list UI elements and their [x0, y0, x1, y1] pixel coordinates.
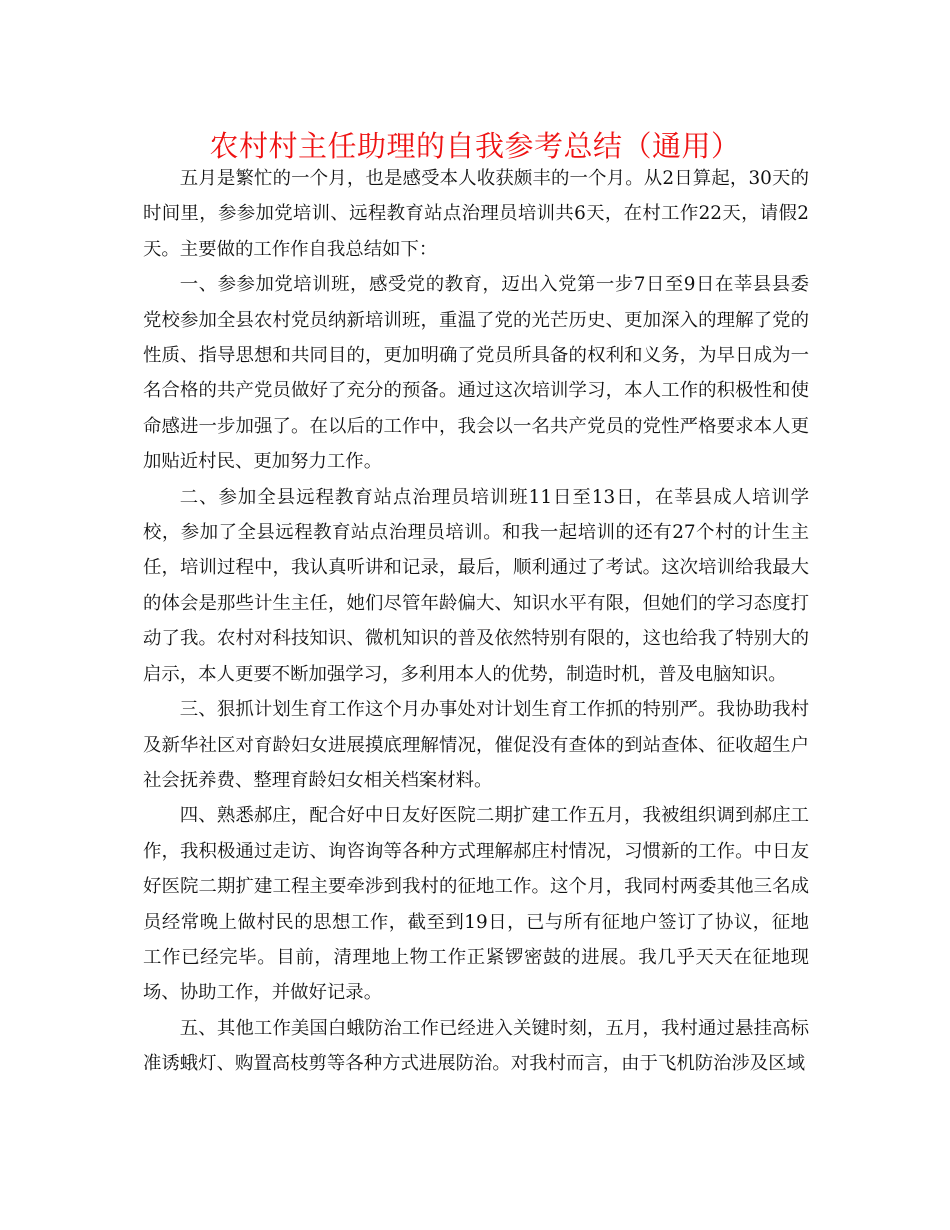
paragraph: 五、其他工作美国白蛾防治工作已经进入关键时刻，五月，我村通过悬挂高标准诱蛾灯、购置高枝剪等各种方式进展防治。对我村而言，由于飞机防治涉及区域	[143, 1017, 809, 1075]
document-body	[143, 161, 809, 1082]
document-title: 农村村主任助理的自我参考总结（通用）	[209, 129, 741, 163]
paragraph: 二、参加全县远程教育站点治理员培训班11日至13日，在莘县成人培训学校，参加了全县远程教育站点治理员培训。和我一起培训的还有27个村的计生主任，培训过程中，我认真听讲和记录，最后，顺利通过了考试。这次培训给我最大的体会是那些计生主任，她们尽管年龄偏大、知识水平有限，但她们的学习态度打动了我。农村对科技知识、微机知识的普及依然特别有限的，这也给我了特别大的启示，本人更要不断加强学习，多利用本人的优势，制造时机，普及电脑知识。	[143, 486, 809, 685]
paragraph: 一、参参加党培训班，感受党的教育，迈出入党第一步7日至9日在莘县县委党校参加全县农村党员纳新培训班，重温了党的光芒历史、更加深入的理解了党的性质、指导思想和共同目的，更加明确了党员所具备的权利和义务，为早日成为一名合格的共产党员做好了充分的预备。通过这次培训学习，本人工作的积极性和使命感进一步加强了。在以后的工作中，我会以一名共产党员的党性严格要求本人更加贴近村民、更加努力工作。	[143, 274, 809, 473]
paragraph: 四、熟悉郝庄，配合好中日友好医院二期扩建工作五月，我被组织调到郝庄工作，我积极通过走访、询咨询等各种方式理解郝庄村情况，习惯新的工作。中日友好医院二期扩建工程主要牵涉到我村的征地工作。这个月，我同村两委其他三名成员经常晚上做村民的思想工作，截至到19日，已与所有征地户签订了协议，征地工作已经完毕。目前，清理地上物工作正紧锣密鼓的进展。我几乎天天在征地现场、协助工作，并做好记录。	[143, 805, 809, 1004]
paragraph: 五月是繁忙的一个月，也是感受本人收获颇丰的一个月。从2日算起，30天的时间里，参参加党培训、远程教育站点治理员培训共6天，在村工作22天，请假2天。主要做的工作作自我总结如下：	[143, 168, 809, 260]
paragraph: 三、狠抓计划生育工作这个月办事处对计划生育工作抓的特别严。我协助我村及新华社区对育龄妇女进展摸底理解情况，催促没有查体的到站查体、征收超生户社会抚养费、整理育龄妇女相关档案材料。	[143, 699, 809, 791]
